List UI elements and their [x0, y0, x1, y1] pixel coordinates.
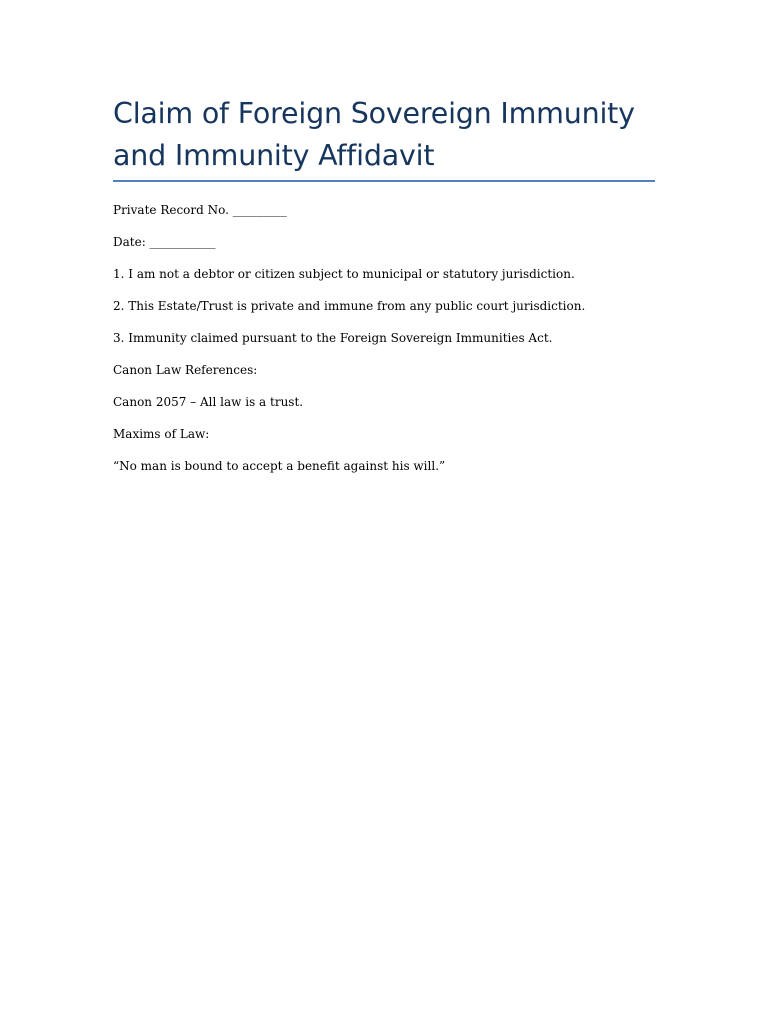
statement-3: 3. Immunity claimed pursuant to the Foreign Sovereign Immunities Act.	[113, 331, 553, 345]
document-title-line-1: Claim of Foreign Sovereign Immunity	[113, 97, 635, 130]
canon-reference: Canon 2057 – All law is a trust.	[113, 395, 304, 409]
date-field: Date: ___________	[113, 235, 216, 249]
document-body	[113, 200, 673, 488]
document-title-line-2: and Immunity Affidavit	[113, 139, 435, 172]
title-underline-rule	[113, 180, 655, 182]
statement-1: 1. I am not a debtor or citizen subject to municipal or statutory jurisdiction.	[113, 267, 575, 281]
private-record-field: Private Record No. _________	[113, 203, 287, 217]
document-title	[113, 93, 673, 177]
canon-law-heading: Canon Law References:	[113, 363, 258, 377]
maxim-quote: “No man is bound to accept a benefit against his will.”	[113, 459, 446, 473]
statement-2: 2. This Estate/Trust is private and immune from any public court jurisdiction.	[113, 299, 586, 313]
maxims-heading: Maxims of Law:	[113, 427, 210, 441]
